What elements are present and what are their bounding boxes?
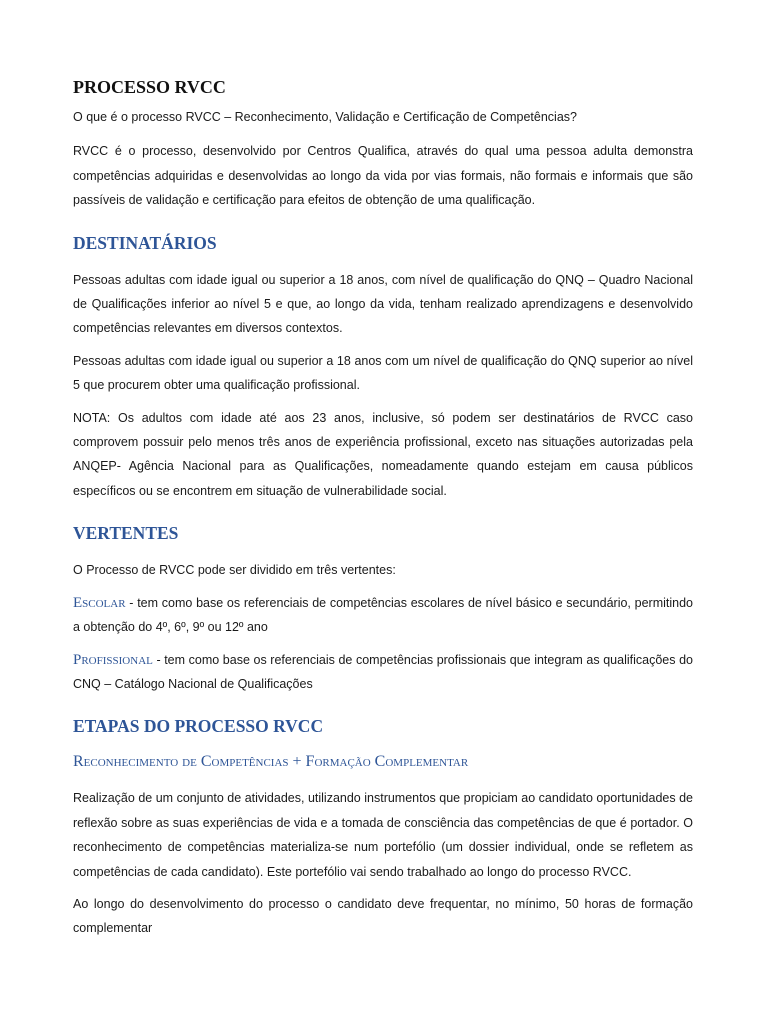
vertente-escolar-label: Escolar xyxy=(73,594,126,611)
heading-etapas: ETAPAS DO PROCESSO RVCC xyxy=(73,716,324,737)
heading-vertentes: VERTENTES xyxy=(73,523,179,544)
vertentes-intro: O Processo de RVCC pode ser dividido em três vertentes: xyxy=(73,563,396,578)
etapas-paragraph-2: Ao longo do desenvolvimento do processo o candidato deve frequentar, no mínimo, 50 horas de formação complementar xyxy=(73,896,693,936)
destinatarios-paragraph-2: Pessoas adultas com idade igual ou superior a 18 anos com um nível de qualificação do QNQ superior ao nível 5 que procurem obter uma qualificação profissional. xyxy=(73,353,693,393)
vertente-profissional xyxy=(73,648,693,697)
vertente-escolar-text: - tem como base os referenciais de competências escolares de nível básico e secundário, permitindo a obtenção do 4º, 6º, 9º ou 12º ano xyxy=(73,595,693,635)
subheading-reconhecimento: Reconhecimento de Competências + Formação Complementar xyxy=(73,753,469,771)
destinatarios-nota: NOTA: Os adultos com idade até aos 23 anos, inclusive, só podem ser destinatários de RVCC caso comprovem possuir pelo menos três anos de experiência profissional, exceto nas situações autorizadas pela ANQEP- Agência Nacional para as Qualificações, nomeadamente quando estejam em causa públicos específicos ou se encontrem em situação de vulnerabilidade social. xyxy=(73,410,693,498)
intro-paragraph: RVCC é o processo, desenvolvido por Centros Qualifica, através do qual uma pessoa adulta demonstra competências adquiridas e desenvolvidas ao longo da vida por vias formais, não formais e informais que são passíveis de validação e certificação para efeitos de obtenção de uma qualificação. xyxy=(73,144,693,208)
destinatarios-paragraph-1: Pessoas adultas com idade igual ou superior a 18 anos, com nível de qualificação do QNQ – Quadro Nacional de Qualificações inferior ao nível 5 e que, ao longo da vida, tenham realizado aprendizagens e desenvolvido competências relevantes em diversos contextos. xyxy=(73,272,693,336)
vertente-escolar xyxy=(73,591,693,640)
intro-question: O que é o processo RVCC – Reconhecimento, Validação e Certificação de Competências? xyxy=(73,110,577,124)
page-title: PROCESSO RVCC xyxy=(73,77,226,97)
vertente-profissional-text: - tem como base os referenciais de competências profissionais que integram as qualificações do CNQ – Catálogo Nacional de Qualificações xyxy=(73,652,693,691)
heading-destinatarios: DESTINATÁRIOS xyxy=(73,232,217,253)
document-page xyxy=(73,74,693,949)
etapas-paragraph-1: Realização de um conjunto de atividades, utilizando instrumentos que propiciam ao candidato oportunidades de reflexão sobre as suas experiências de vida e a tomada de consciência das competências de que é portador. O reconhecimento de competências materializa-se num portefólio (um dossier individual, onde se refletem as competências de cada candidato). Este portefólio vai sendo trabalhado ao longo do processo RVCC. xyxy=(73,791,693,879)
vertente-profissional-label: Profissional xyxy=(73,651,153,668)
